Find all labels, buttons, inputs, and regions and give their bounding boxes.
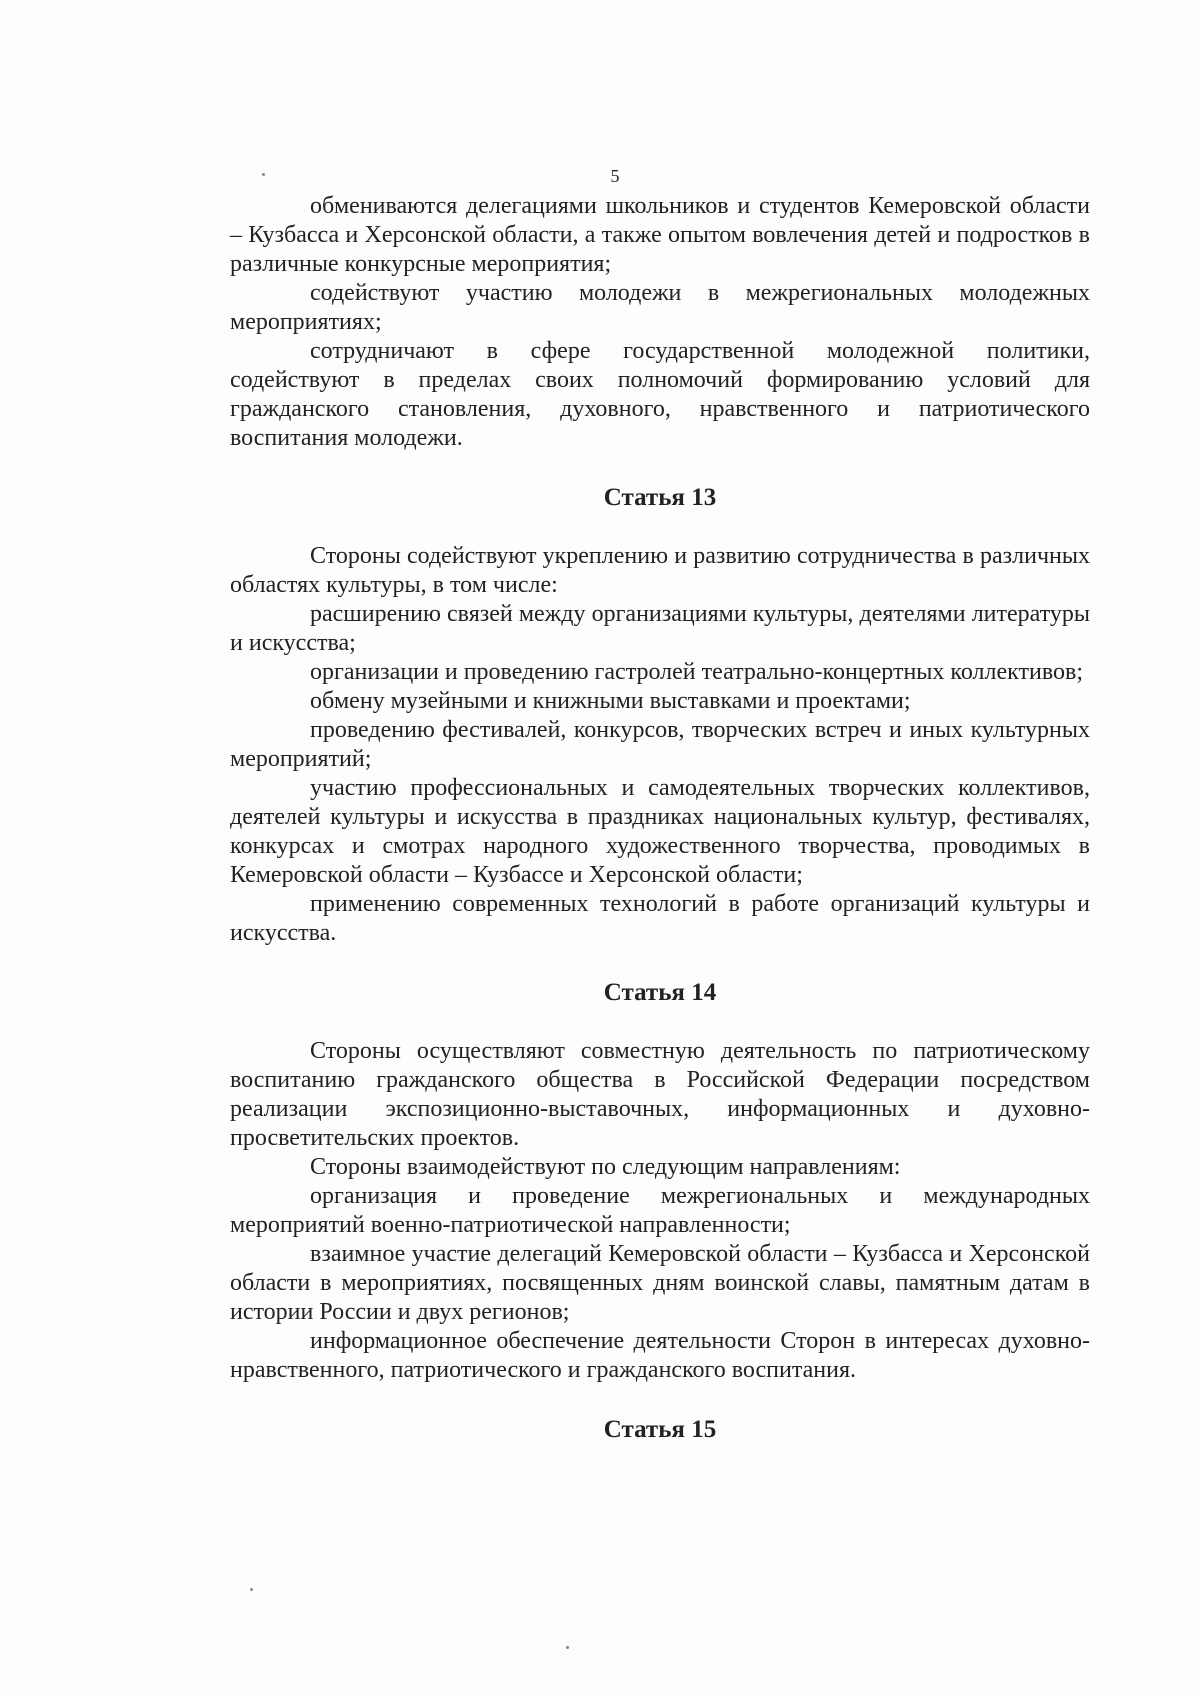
- article-14-item: организация и проведение межрегиональных и международных мероприятий военно-патриотической направленности;: [230, 1183, 1090, 1238]
- article-13-item: обмену музейными и книжными выставками и проектами;: [310, 688, 911, 714]
- article-14-intro: Стороны осуществляют совместную деятельность по патриотическому воспитанию гражданского общества в Российской Федерации посредством реализации экспозиционно-выставочных, информационных и духовно-просветительских проектов.: [230, 1038, 1090, 1151]
- article-14-lead: Стороны взаимодействуют по следующим направлениям:: [310, 1154, 901, 1180]
- article-14-item: взаимное участие делегаций Кемеровской области – Кузбасса и Херсонской области в мероприятиях, посвященных дням воинской славы, памятным датам в истории России и двух регионов;: [230, 1241, 1090, 1325]
- article-14-item: информационное обеспечение деятельности Сторон в интересах духовно-нравственного, патриотического и гражданского воспитания.: [230, 1328, 1090, 1383]
- paragraph: сотрудничают в сфере государственной молодежной политики, содействуют в пределах своих полномочий формированию условий для гражданского становления, духовного, нравственного и патриотического воспитания молодежи.: [230, 338, 1090, 451]
- scan-speck: [566, 1646, 569, 1649]
- article-13-item: расширению связей между организациями культуры, деятелями литературы и искусства;: [230, 601, 1090, 656]
- scan-speck: [250, 1588, 253, 1591]
- paragraph: содействуют участию молодежи в межрегиональных молодежных мероприятиях;: [230, 280, 1090, 335]
- article-14-heading: Статья 14: [603, 979, 717, 1006]
- article-15-heading: Статья 15: [603, 1416, 717, 1443]
- scan-speck: [262, 173, 265, 176]
- article-13-intro: Стороны содействуют укреплению и развитию сотрудничества в различных областях культуры, в том числе:: [230, 543, 1090, 598]
- article-13-item: организации и проведению гастролей театрально-концертных коллективов;: [310, 659, 1083, 685]
- paragraph: обмениваются делегациями школьников и студентов Кемеровской области – Кузбасса и Херсонской области, а также опытом вовлечения детей и подростков в различные конкурсные мероприятия;: [230, 193, 1090, 277]
- article-13-heading: Статья 13: [603, 484, 717, 511]
- page-number: 5: [610, 166, 620, 186]
- article-13-item: проведению фестивалей, конкурсов, творческих встреч и иных культурных мероприятий;: [230, 717, 1090, 772]
- document-body: [230, 192, 1090, 1444]
- article-13-item: участию профессиональных и самодеятельных творческих коллективов, деятелей культуры и искусства в праздниках национальных культур, фестивалях, конкурсах и смотрах народного художественного творчества, проводимых в Кемеровской области – Кузбассе и Херсонской области;: [230, 775, 1090, 888]
- article-13-item: применению современных технологий в работе организаций культуры и искусства.: [230, 891, 1090, 946]
